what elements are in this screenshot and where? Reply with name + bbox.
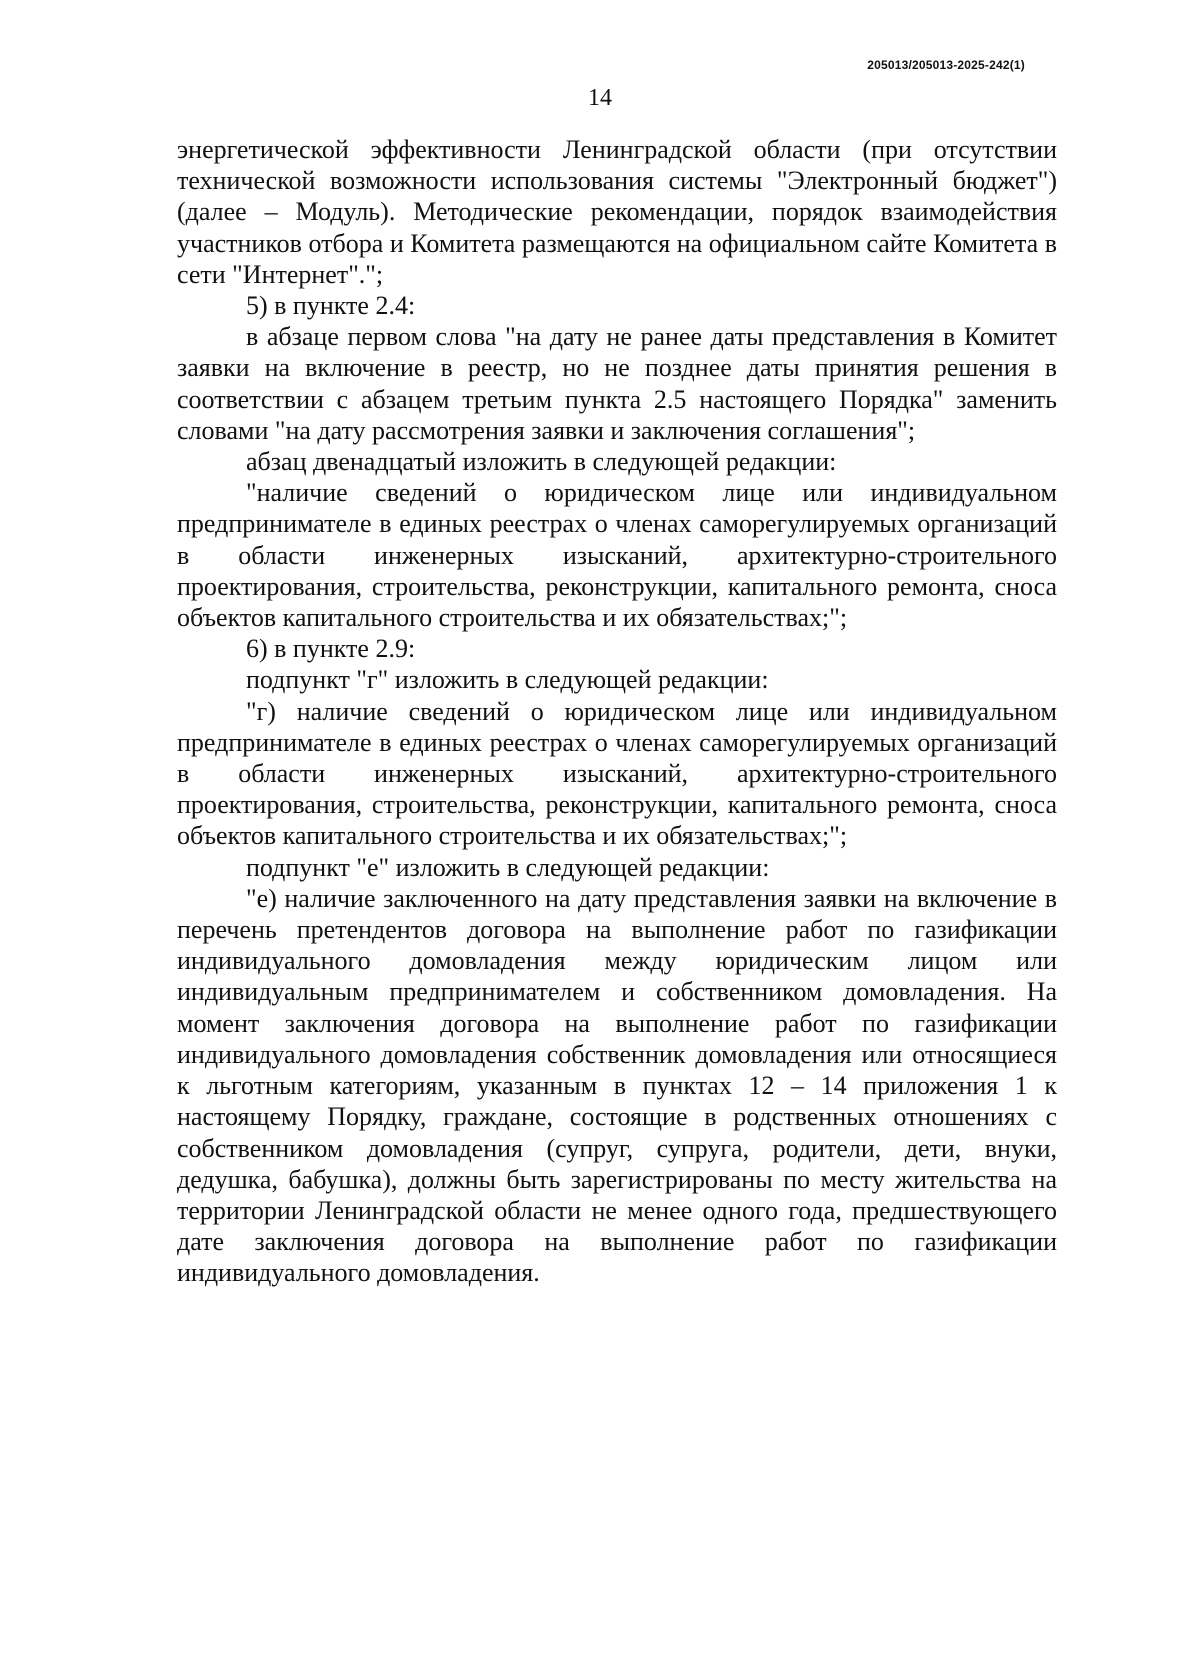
- paragraph-amend-first-abzac: в абзаце первом слова "на дату не ранее даты представления в Комитет заявки на включение в реестр, но не позднее даты принятия решения в соответствии с абзацем третьим пункта 2.5 настоящего Порядка" заменить словами "на дату рассмотрения заявки и заключения соглашения";: [177, 322, 1057, 445]
- paragraph-item-6: 6) в пункте 2.9:: [246, 634, 416, 664]
- paragraph-subitem-g-text: "г) наличие сведений о юридическом лице или индивидуальном предпринимателе в единых реестрах о членах саморегулируемых организаций в области инженерных изысканий, архитектурно-строительного проектирования, строительства, реконструкции, капитального ремонта, сноса объектов капитального строительства и их обязательствах;";: [177, 696, 1057, 851]
- document-body: [177, 134, 1057, 1289]
- paragraph-abzac-twelve-heading: абзац двенадцатый изложить в следующей редакции:: [246, 447, 837, 477]
- document-id: 205013/205013-2025-242(1): [867, 58, 1025, 72]
- paragraph-item-5: 5) в пункте 2.4:: [246, 291, 416, 321]
- paragraph-subitem-e-heading: подпункт "е" изложить в следующей редакции:: [246, 852, 770, 882]
- paragraph-continuation: энергетической эффективности Ленинградской области (при отсутствии технической возможности использования системы "Электронный бюджет") (далее – Модуль). Методические рекомендации, порядок взаимодействия участников отбора и Комитета размещаются на официальном сайте Комитета в сети "Интернет".";: [177, 135, 1057, 289]
- paragraph-subitem-g-heading: подпункт "г" изложить в следующей редакции:: [246, 665, 769, 695]
- page-number: 14: [588, 85, 612, 111]
- paragraph-subitem-e-text: "е) наличие заключенного на дату представления заявки на включение в перечень претендентов договора на выполнение работ по газификации индивидуального домовладения между юридическим лицом или индивидуальным предпринимателем и собственником домовладения. На момент заключения договора на выполнение работ по газификации индивидуального домовладения собственник домовладения или относящиеся к льготным категориям, указанным в пунктах 12 – 14 приложения 1 к настоящему Порядку, граждане, состоящие в родственных отношениях с собственником домовладения (супруг, супруга, родители, дети, внуки, дедушка, бабушка), должны быть зарегистрированы по месту жительства на территории Ленинградской области не менее одного года, предшествующего дате заключения договора на выполнение работ по газификации индивидуального домовладения.: [177, 883, 1057, 1288]
- paragraph-abzac-twelve-text: "наличие сведений о юридическом лице или индивидуальном предпринимателе в единых реестрах о членах саморегулируемых организаций в области инженерных изысканий, архитектурно-строительного проектирования, строительства, реконструкции, капитального ремонта, сноса объектов капитального строительства и их обязательствах;";: [177, 478, 1057, 633]
